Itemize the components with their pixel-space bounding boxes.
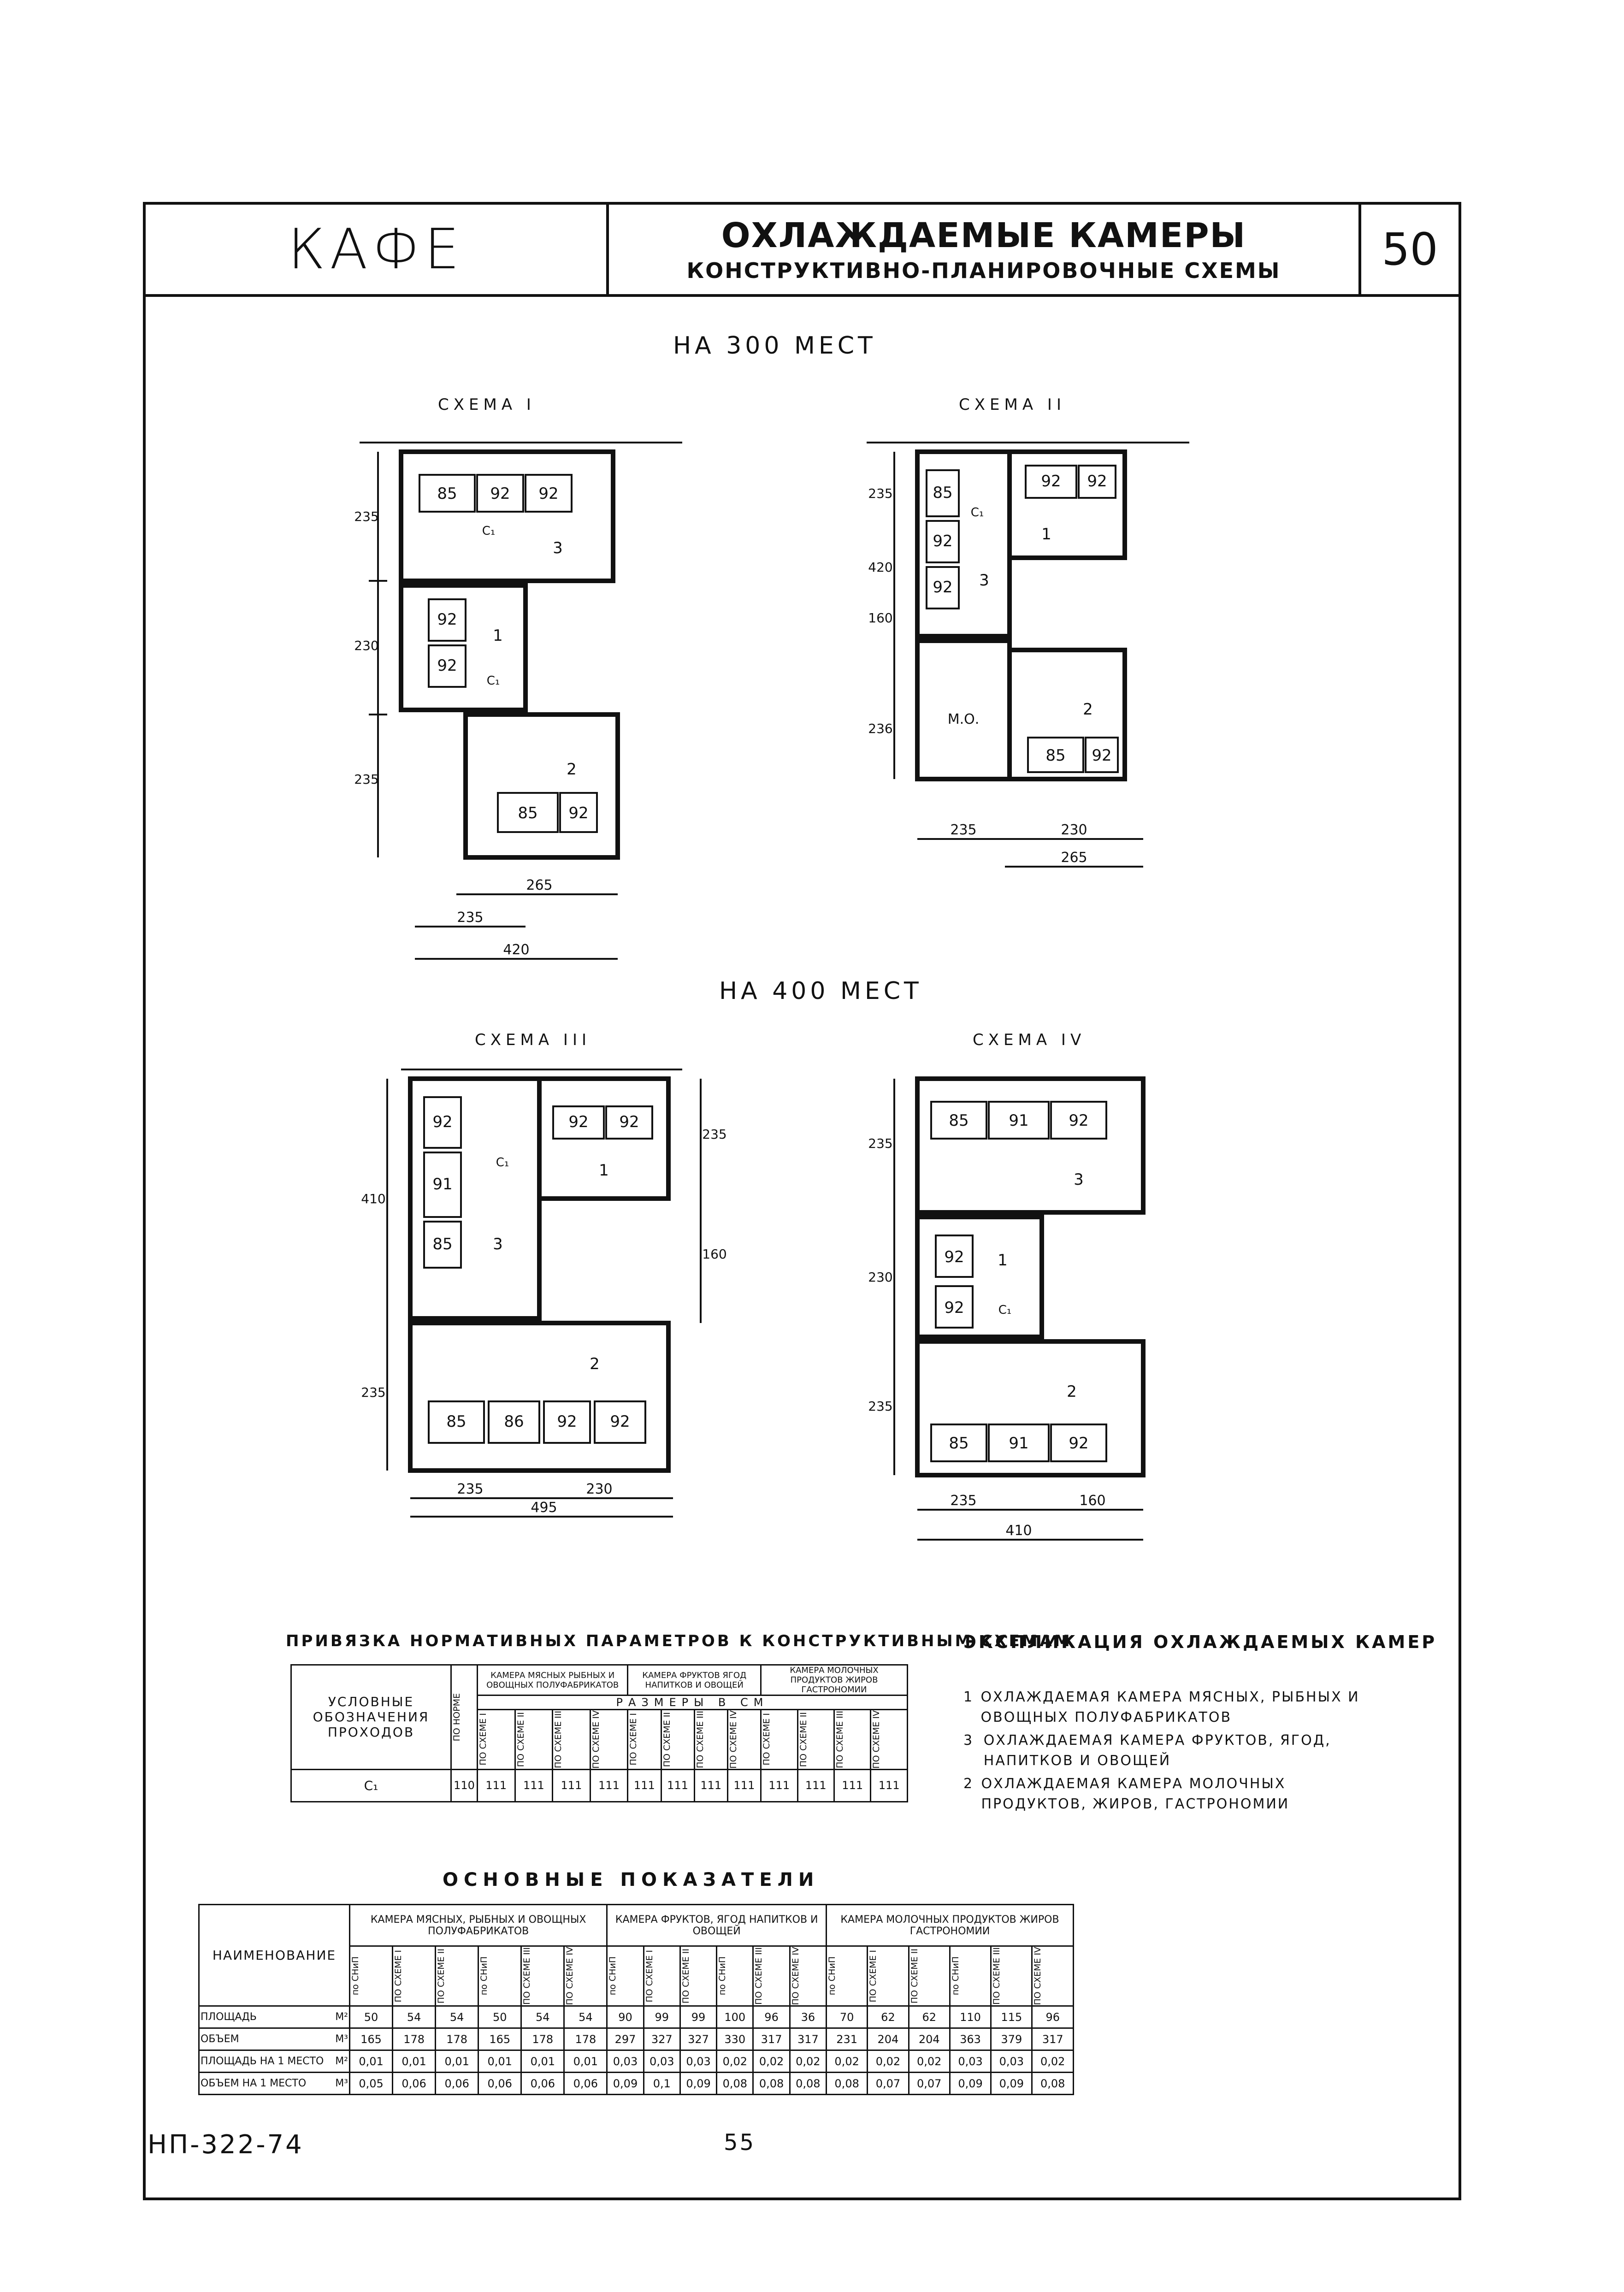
indicators-sub-label: ПО СХЕМЕ II [436,1948,447,2004]
document-code: НП-322-74 [148,2130,304,2160]
s3-room-3: 3 [493,1235,503,1253]
table-row [199,2006,1074,2028]
binding-row-head: УСЛОВНЫЕ ОБОЗНАЧЕНИЯ ПРОХОДОВ [291,1665,451,1770]
indicators-sub-head [564,1946,607,2006]
s1-dim-265: 265 [526,877,553,893]
s2-dim-230: 230 [1061,822,1087,838]
scheme-1-label: СХЕМА I [438,396,536,414]
s3-equip-92c: 92 [619,1113,639,1131]
indicators-cell: 36 [790,2006,826,2028]
indicators-name-head: НАИМЕНОВАНИЕ [199,1905,350,2006]
binding-cell: 111 [871,1769,908,1802]
indicators-sub-label: ПО СХЕМЕ I [644,1949,655,2003]
row-name: ПЛОЩАДЬ [201,2011,257,2023]
s4-room-1: 1 [998,1251,1008,1270]
binding-cell: 111 [694,1769,727,1802]
title-cell [609,205,1361,294]
explication-item [963,1731,1378,1771]
indicators-cell: 379 [991,2028,1032,2050]
binding-units: РАЗМЕРЫ В СМ [478,1695,908,1710]
s3-c1-a: С₁ [496,1156,509,1170]
row-unit: М³ [335,2033,348,2045]
s2-room-3: 3 [979,571,989,590]
s2-equip-92a: 92 [933,532,953,550]
binding-row-label: С₁ [291,1769,451,1802]
s3-dim-230: 230 [586,1481,613,1497]
plan-scheme-2 [867,429,1189,890]
indicators-sub-head [607,1946,644,2006]
indicators-sub-head [868,1946,909,2006]
indicators-cell: 165 [478,2028,521,2050]
binding-sub-3c: ПО СХЕМЕ III [834,1710,845,1768]
indicators-cell: 0,06 [478,2073,521,2095]
binding-sub-2b: ПО СХЕМЕ II [661,1712,672,1767]
s3-equip-92b: 92 [568,1113,589,1131]
binding-sub-1a: ПО СХЕМЕ I [478,1713,488,1766]
sheet-title: ОХЛАЖДАЕМЫЕ КАМЕРЫ [721,216,1246,255]
row-name: ОБЪЕМ [201,2033,239,2045]
s4-equip-85a: 85 [949,1111,969,1130]
indicators-sub-head [827,1946,868,2006]
scheme-3-label: СХЕМА III [475,1031,591,1049]
s1-room-2: 2 [567,760,577,779]
s2-mo: М.О. [947,711,980,727]
indicators-cell: 54 [436,2006,478,2028]
s4-room-3: 3 [1074,1170,1084,1189]
s1-dim-230: 230 [354,638,379,653]
table-row [199,2073,1074,2095]
s4-room-2: 2 [1067,1382,1077,1401]
plan-scheme-4 [867,1056,1189,1554]
indicators-cell: 0,07 [909,2073,950,2095]
indicators-cell: 62 [868,2006,909,2028]
indicators-sub-label: ПО СХЕМЕ I [393,1949,404,2003]
s4-equip-92c: 92 [944,1299,964,1317]
s2-equip-92b: 92 [933,578,953,597]
binding-sub-1c: ПО СХЕМЕ III [553,1710,564,1768]
indicators-sub-head [991,1946,1032,2006]
s1-equip-85: 85 [437,484,457,503]
indicators-sub-label: ПО СХЕМЕ I [868,1949,879,2003]
indicators-cell: 0,06 [393,2073,436,2095]
indicators-group-3: КАМЕРА МОЛОЧНЫХ ПРОДУКТОВ ЖИРОВ ГАСТРОНОМИИ [827,1905,1074,1946]
indicators-cell: 54 [564,2006,607,2028]
indicators-sub-label: по СНиП [717,1956,728,1996]
indicators-cell: 330 [717,2028,753,2050]
indicators-cell: 0,03 [950,2050,991,2073]
s1-equip-92d: 92 [437,656,457,675]
indicators-cell: 317 [790,2028,826,2050]
indicators-cell: 100 [717,2006,753,2028]
s1-c1-a: С₁ [482,524,496,538]
s4-dim-235b: 235 [868,1399,893,1414]
binding-group-3: КАМЕРА МОЛОЧНЫХ ПРОДУКТОВ ЖИРОВ ГАСТРОНОМИИ [761,1665,908,1695]
indicators-cell: 0,08 [790,2073,826,2095]
binding-cell: 111 [515,1769,553,1802]
s3-equip-92d: 92 [557,1412,577,1431]
binding-group-1: КАМЕРА МЯСНЫХ РЫБНЫХ И ОВОЩНЫХ ПОЛУФАБРИКАТОВ [478,1665,628,1695]
indicators-group-1: КАМЕРА МЯСНЫХ, РЫБНЫХ И ОВОЩНЫХ ПОЛУФАБРИКАТОВ [350,1905,607,1946]
indicators-cell: 0,08 [1032,2073,1074,2095]
indicators-title: ОСНОВНЫЕ ПОКАЗАТЕЛИ [443,1869,820,1890]
binding-cell: 111 [661,1769,694,1802]
indicators-sub-head [478,1946,521,2006]
indicators-cell: 110 [950,2006,991,2028]
s4-dim-410: 410 [1005,1523,1032,1539]
indicators-cell: 0,1 [644,2073,680,2095]
indicators-cell: 0,09 [607,2073,644,2095]
s2-equip-85: 85 [933,484,953,502]
s3-dim-160: 160 [702,1246,727,1262]
indicators-cell: 327 [644,2028,680,2050]
s3-equip-86: 86 [504,1412,524,1431]
indicators-cell: 0,02 [717,2050,753,2073]
s1-room-3: 3 [553,539,563,557]
s3-dim-410: 410 [361,1191,386,1206]
row-name: ПЛОЩАДЬ НА 1 МЕСТО [201,2056,324,2067]
indicators-sub-label: по СНиП [350,1956,360,1996]
s1-equip-92c: 92 [437,610,457,629]
indicators-cell: 178 [521,2028,564,2050]
s1-room-1: 1 [493,626,503,645]
indicators-sub-label: ПО СХЕМЕ II [909,1948,920,2004]
indicators-cell: 0,06 [564,2073,607,2095]
s3-equip-91: 91 [432,1175,453,1193]
explication-item [963,1774,1378,1814]
indicators-cell: 0,03 [680,2050,716,2073]
indicators-cell: 0,03 [991,2050,1032,2073]
indicators-sub-head [350,1946,393,2006]
s1-equip-92a: 92 [490,484,510,503]
capacity-400-caption: НА 400 МЕСТ [719,977,922,1005]
s4-dim-235c: 235 [950,1493,977,1509]
page-number: 55 [724,2130,756,2156]
s4-equip-92d: 92 [1069,1434,1089,1453]
indicators-cell: 0,02 [868,2050,909,2073]
indicators-cell: 0,06 [436,2073,478,2095]
indicators-cell: 50 [478,2006,521,2028]
binding-cell: 111 [553,1769,591,1802]
binding-sub-1b: ПО СХЕМЕ II [515,1712,526,1767]
s2-dim-420: 420 [868,560,893,575]
s2-dim-265: 265 [1061,850,1087,866]
binding-cell: 111 [727,1769,761,1802]
binding-cell: 111 [590,1769,628,1802]
s4-dim-160: 160 [1079,1493,1106,1509]
explication-title: ЭКСПЛИКАЦИЯ ОХЛАЖДАЕМЫХ КАМЕР [963,1632,1437,1652]
indicators-cell: 178 [436,2028,478,2050]
s3-dim-235a: 235 [361,1385,386,1400]
indicators-sub-label: по СНиП [950,1956,961,1996]
indicators-row-name [199,2028,350,2050]
s1-dim-235c: 235 [457,910,484,926]
indicators-cell: 62 [909,2006,950,2028]
indicators-sub-head [950,1946,991,2006]
indicators-sub-head [1032,1946,1074,2006]
indicators-sub-label: по СНиП [608,1956,618,1996]
indicators-cell: 0,01 [564,2050,607,2073]
table-row [199,2050,1074,2073]
indicators-group-2: КАМЕРА ФРУКТОВ, ЯГОД НАПИТКОВ И ОВОЩЕЙ [607,1905,827,1946]
row-unit: М² [335,2056,348,2067]
s3-dim-495: 495 [531,1500,557,1516]
indicators-sub-label: ПО СХЕМЕ II [680,1948,691,2004]
s4-c1-a: С₁ [998,1303,1012,1317]
binding-cell: 111 [478,1769,515,1802]
s4-dim-235a: 235 [868,1136,893,1151]
indicators-cell: 96 [753,2006,790,2028]
sheet-subtitle: КОНСТРУКТИВНО-ПЛАНИРОВОЧНЫЕ СХЕМЫ [686,258,1281,283]
binding-cell: 111 [834,1769,870,1802]
indicators-cell: 0,01 [393,2050,436,2073]
sheet-number: 50 [1382,224,1438,275]
s2-c1-a: С₁ [970,506,984,520]
scheme-4-label: СХЕМА IV [973,1031,1086,1049]
sheet-frame [143,202,1461,2200]
logo: КАФЕ [288,217,464,282]
s2-room-1: 1 [1041,525,1051,543]
s1-dim-235a: 235 [354,509,379,524]
s1-equip-85b: 85 [518,804,538,822]
indicators-cell: 0,03 [644,2050,680,2073]
indicators-row-name [199,2073,350,2095]
indicators-cell: 204 [868,2028,909,2050]
indicators-cell: 165 [350,2028,393,2050]
explication-text: ОХЛАЖДАЕМАЯ КАМЕРА МОЛОЧНЫХ ПРОДУКТОВ, ЖИРОВ, ГАСТРОНОМИИ [981,1776,1290,1812]
indicators-cell: 96 [1032,2006,1074,2028]
s1-equip-92e: 92 [568,804,589,822]
indicators-cell: 0,03 [607,2050,644,2073]
indicators-cell: 317 [753,2028,790,2050]
indicators-cell: 0,05 [350,2073,393,2095]
indicators-sub-label: ПО СХЕМЕ IV [565,1947,575,2005]
s2-equip-92e: 92 [1092,746,1112,765]
table-row [199,2028,1074,2050]
indicators-row-name [199,2006,350,2028]
indicators-cell: 178 [564,2028,607,2050]
indicators-cell: 50 [350,2006,393,2028]
indicators-cell: 0,09 [950,2073,991,2095]
indicators-cell: 0,02 [1032,2050,1074,2073]
plan-scheme-1 [354,429,682,982]
binding-table [290,1664,908,1802]
indicators-cell: 0,08 [827,2073,868,2095]
indicators-cell: 115 [991,2006,1032,2028]
explication-num: 2 [963,1776,974,1792]
s2-room-2: 2 [1083,700,1093,719]
indicators-cell: 0,01 [436,2050,478,2073]
indicators-cell: 0,06 [521,2073,564,2095]
s3-equip-92e: 92 [610,1412,630,1431]
s4-equip-85b: 85 [949,1434,969,1453]
indicators-cell: 0,09 [680,2073,716,2095]
s3-room-2: 2 [590,1355,600,1373]
indicators-cell: 0,01 [521,2050,564,2073]
title-block [146,205,1459,297]
indicators-cell: 0,02 [753,2050,790,2073]
binding-sub-3d: ПО СХЕМЕ IV [871,1710,882,1769]
s2-equip-92d: 92 [1087,472,1107,490]
indicators-cell: 70 [827,2006,868,2028]
s3-room-1: 1 [599,1161,609,1180]
binding-cell: 111 [761,1769,797,1802]
indicators-cell: 0,09 [991,2073,1032,2095]
sheet-number-cell [1361,205,1459,294]
indicators-sub-label: по СНиП [827,1956,837,1996]
capacity-300-caption: НА 300 МЕСТ [673,332,876,360]
s2-dim-235: 235 [868,486,893,501]
s2-equip-85b: 85 [1045,746,1066,765]
plan-scheme-3 [360,1056,774,1517]
s2-dim-236: 236 [868,721,893,736]
explication-text: ОХЛАЖДАЕМАЯ КАМЕРА ФРУКТОВ, ЯГОД, НАПИТКОВ И ОВОЩЕЙ [983,1732,1331,1769]
binding-cell: 110 [451,1769,478,1802]
indicators-cell: 0,08 [753,2073,790,2095]
s4-equip-92b: 92 [944,1248,964,1266]
indicators-cell: 297 [607,2028,644,2050]
explication-text: ОХЛАЖДАЕМАЯ КАМЕРА МЯСНЫХ, РЫБНЫХ И ОВОЩНЫХ ПОЛУФАБРИКАТОВ [980,1689,1360,1725]
explication-list [963,1687,1378,1814]
indicators-cell: 0,02 [827,2050,868,2073]
indicators-sub-head [521,1946,564,2006]
indicators-cell: 0,08 [717,2073,753,2095]
s1-dim-420: 420 [503,942,530,958]
indicators-sub-label: по СНиП [479,1956,490,1996]
binding-sub-2a: ПО СХЕМЕ I [628,1713,639,1766]
binding-sub-2c: ПО СХЕМЕ III [695,1710,705,1768]
explication-num: 3 [963,1732,974,1749]
indicators-cell: 327 [680,2028,716,2050]
binding-sub-3b: ПО СХЕМЕ II [798,1712,809,1767]
indicators-cell: 178 [393,2028,436,2050]
indicators-cell: 363 [950,2028,991,2050]
indicators-sub-head [753,1946,790,2006]
s4-dim-230: 230 [868,1270,893,1285]
indicators-row-name [199,2050,350,2073]
s3-equip-85b: 85 [446,1412,467,1431]
indicators-sub-label: ПО СХЕМЕ III [754,1947,764,2005]
s1-c1-b: С₁ [486,674,500,688]
s2-equip-92c: 92 [1041,472,1061,490]
indicators-sub-head [680,1946,716,2006]
indicators-sub-head [909,1946,950,2006]
indicators-sub-head [436,1946,478,2006]
indicators-cell: 99 [644,2006,680,2028]
row-unit: М² [335,2011,348,2023]
s2-dim-235b: 235 [950,822,977,838]
binding-sub-3a: ПО СХЕМЕ I [762,1713,772,1766]
indicators-cell: 317 [1032,2028,1074,2050]
indicators-cell: 54 [521,2006,564,2028]
binding-cell: 111 [628,1769,661,1802]
indicators-sub-label: ПО СХЕМЕ IV [1033,1947,1043,2005]
s4-equip-92a: 92 [1069,1111,1089,1130]
logo-cell [146,205,609,294]
binding-norm-head: ПО НОРМЕ [452,1693,462,1741]
indicators-sub-head [790,1946,826,2006]
binding-sub-2d: ПО СХЕМЕ IV [728,1710,738,1769]
row-name: ОБЪЕМ НА 1 МЕСТО [201,2078,307,2089]
s4-equip-91b: 91 [1009,1434,1029,1453]
indicators-table [198,1904,1074,2095]
binding-cell: 111 [797,1769,834,1802]
indicators-cell: 90 [607,2006,644,2028]
indicators-sub-head [644,1946,680,2006]
indicators-sub-label: ПО СХЕМЕ IV [790,1947,801,2005]
indicators-cell: 54 [393,2006,436,2028]
indicators-cell: 99 [680,2006,716,2028]
binding-title: ПРИВЯЗКА НОРМАТИВНЫХ ПАРАМЕТРОВ К КОНСТРУКТИВНЫМ СХЕМАМ [286,1632,1072,1650]
explication-num: 1 [963,1689,974,1705]
binding-sub-1d: ПО СХЕМЕ IV [591,1710,601,1769]
explication-item [963,1687,1378,1728]
indicators-cell: 0,02 [909,2050,950,2073]
s3-equip-92a: 92 [432,1113,453,1131]
binding-group-2: КАМЕРА ФРУКТОВ ЯГОД НАПИТКОВ И ОВОЩЕЙ [628,1665,761,1695]
indicators-cell: 204 [909,2028,950,2050]
s3-dim-235c: 235 [457,1481,484,1497]
indicators-cell: 0,01 [350,2050,393,2073]
row-unit: М³ [335,2078,348,2089]
indicators-sub-head [717,1946,753,2006]
indicators-sub-head [393,1946,436,2006]
indicators-cell: 0,02 [790,2050,826,2073]
s1-dim-235b: 235 [354,772,379,787]
indicators-cell: 0,07 [868,2073,909,2095]
indicators-cell: 231 [827,2028,868,2050]
s2-dim-160: 160 [868,610,893,626]
s1-equip-92b: 92 [538,484,559,503]
s4-equip-91a: 91 [1009,1111,1029,1130]
indicators-sub-label: ПО СХЕМЕ III [522,1947,532,2005]
s3-equip-85a: 85 [432,1235,453,1253]
indicators-sub-label: ПО СХЕМЕ III [992,1947,1002,2005]
s3-dim-235b: 235 [702,1127,727,1142]
scheme-2-label: СХЕМА II [959,396,1066,414]
indicators-cell: 0,01 [478,2050,521,2073]
